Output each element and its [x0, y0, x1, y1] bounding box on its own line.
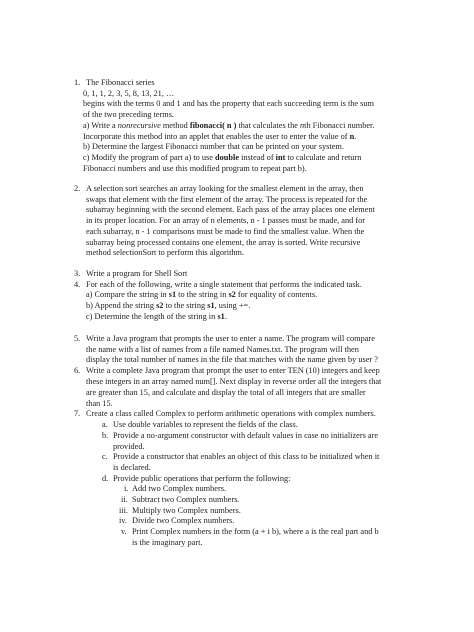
- q6-number: 6.: [74, 366, 81, 376]
- q1-desc-2: of the two preceding terms.: [83, 110, 175, 120]
- q4-line-1: For each of the following, write a single statement that performs the indicated task.: [86, 279, 362, 289]
- q7-item-b-2: provided.: [113, 441, 145, 451]
- q7-marker-d: d.: [102, 473, 109, 483]
- q1-part-a: a) Write a nonrecursive method fibonacci( n ) that calculates the nth Fibonacci number.: [83, 120, 375, 130]
- q2-line-7: method selectionSort to perform this algorithm.: [86, 248, 245, 258]
- q7-item-i: Add two Complex numbers.: [132, 484, 227, 494]
- q2-line-6: subarray being processed contains one element, the array is sorted. Write recursive: [86, 237, 361, 247]
- q7-line-1: Create a class called Complex to perform arithmetic operations with complex numbers.: [86, 409, 376, 419]
- q1-title: The Fibonacci series: [86, 78, 155, 87]
- q4-part-c: c) Determine the length of the string in s1.: [86, 311, 227, 321]
- q2-line-3: subarray beginning with the second element. Each pass of the array places one element: [86, 205, 375, 215]
- q7-marker-iii: iii.: [119, 505, 128, 515]
- q7-item-v-1: Print Complex numbers in the form (a + i b), where a is the real part and b: [132, 527, 379, 537]
- q2-line-4: in its proper location. For an array of n elements, n - 1 passes must be made, and for: [86, 216, 366, 226]
- q6-line-1: Write a complete Java program that prompt the user to enter TEN (10) integers and keep: [86, 366, 380, 376]
- q1-part-b: b) Determine the largest Fibonacci number that can be printed on your system.: [83, 142, 344, 152]
- q3-text: Write a program for Shell Sort: [86, 269, 188, 278]
- q7-marker-v: v.: [121, 527, 127, 537]
- q7-marker-i: i.: [124, 484, 129, 494]
- q4-number: 4.: [74, 279, 81, 289]
- q7-item-a: Use double variables to represent the fields of the class.: [113, 420, 298, 430]
- q2-number: 2.: [74, 184, 81, 193]
- q7-item-iv: Divide two Complex numbers.: [132, 516, 235, 526]
- q7-item-b-1: Provide a no-argument constructor with default values in case no initializers are: [113, 430, 379, 440]
- q7-number: 7.: [74, 409, 81, 419]
- q1-part-c: c) Modify the program of part a) to use double instead of int to calculate and return: [83, 152, 362, 162]
- q2-line-5: each subarray, n - 1 comparisons must be made to find the smallest value. When the: [86, 226, 365, 236]
- q7-item-c-1: Provide a constructor that enables an object of this class to be initialized when it: [113, 452, 380, 462]
- q7-item-ii: Subtract two Complex numbers.: [132, 495, 240, 504]
- q7-item-c-2: is declared.: [113, 462, 151, 472]
- q7-marker-ii: ii.: [121, 495, 128, 504]
- q3-number: 3.: [74, 269, 81, 278]
- q7-marker-a: a.: [102, 420, 108, 430]
- q6-line-4: than 15.: [86, 398, 113, 408]
- q4-part-a: a) Compare the string in s1 to the string in s2 for equality of contents.: [86, 290, 318, 300]
- q2-line-2: swaps that element with the first element of the array. The process is repeated for the: [86, 194, 368, 204]
- q1-series: 0, 1, 1, 2, 3, 5, 8, 13, 21, …: [83, 88, 175, 98]
- q7-marker-iv: iv.: [119, 516, 127, 526]
- q1-part-a-2: Incorporate this method into an applet that enables the user to enter the value of n.: [83, 131, 357, 141]
- q1-part-c-2: Fibonacci numbers and use this modified program to repeat part b).: [83, 163, 307, 173]
- q1-number: 1.: [74, 78, 81, 87]
- q5-line-2: the name with a list of names from a file named Names.txt. The program will then: [86, 344, 359, 354]
- q7-marker-b: b.: [102, 430, 109, 440]
- q5-line-1: Write a Java program that prompts the user to enter a name. The program will compare: [86, 334, 375, 343]
- q7-marker-c: c.: [102, 452, 108, 462]
- q5-number: 5.: [74, 334, 81, 343]
- q4-part-b: b) Append the string s2 to the string s1, using +=.: [86, 301, 251, 311]
- q6-line-3: are greater than 15, and calculate and display the total of all integers that are smaller: [86, 387, 366, 397]
- q5-line-3: display the total number of names in the file that matches with the name given by user ?: [86, 355, 378, 365]
- q7-item-v-2: is the imaginary part.: [132, 537, 203, 547]
- q7-item-d: Provide public operations that perform the following:: [113, 473, 291, 483]
- q6-line-2: these integers in an array named num[]. Next display in reverse order all the integers that: [86, 377, 382, 387]
- q7-item-iii: Multiply two Complex numbers.: [132, 505, 241, 515]
- q2-line-1: A selection sort searches an array looking for the smallest element in the array, then: [86, 184, 364, 193]
- q1-desc-1: begins with the terms 0 and 1 and has the property that each succeeding term is the sum: [83, 99, 375, 109]
